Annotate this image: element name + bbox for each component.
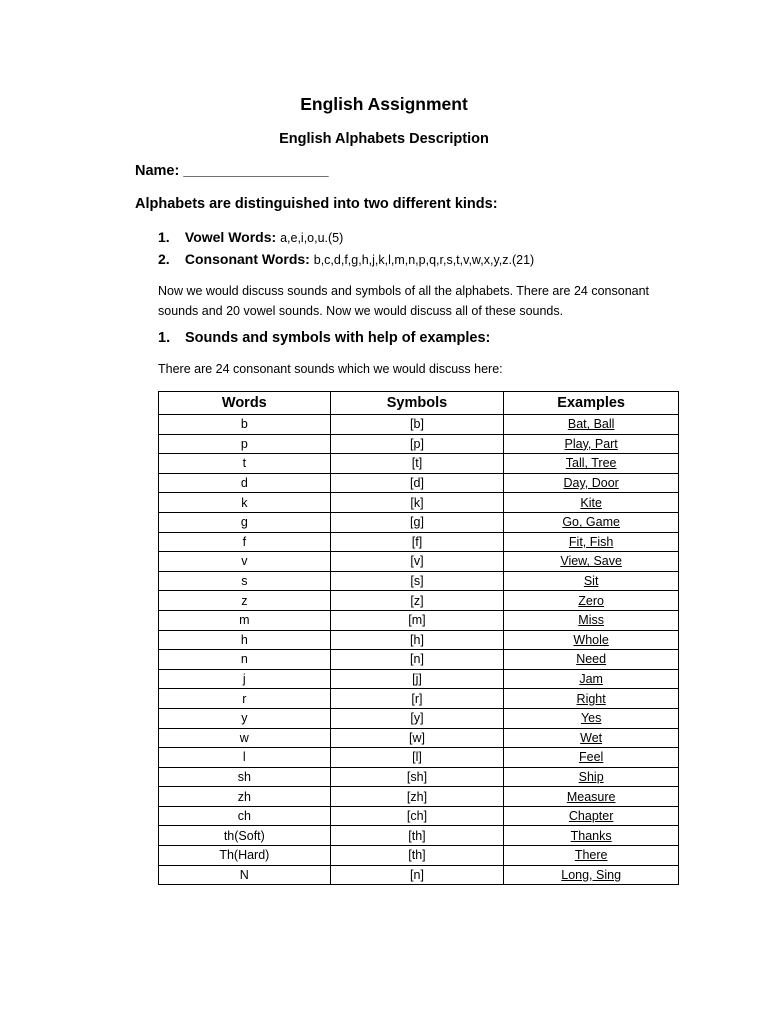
cell-symbol: [sh]	[330, 767, 504, 787]
cell-word: m	[159, 610, 331, 630]
cell-word: p	[159, 434, 331, 454]
cell-symbol: [v]	[330, 552, 504, 572]
cell-example: Play, Part	[504, 434, 679, 454]
cell-symbol: [r]	[330, 689, 504, 709]
list-value: b,c,d,f,g,h,j,k,l,m,n,p,q,r,s,t,v,w,x,y,z.(21)	[313, 253, 535, 267]
cell-example: Ship	[504, 767, 679, 787]
header-symbols: Symbols	[330, 392, 504, 415]
table-row	[159, 728, 679, 748]
cell-symbol: [k]	[330, 493, 504, 513]
table-row	[159, 767, 679, 787]
table-row	[159, 473, 679, 493]
table-row	[159, 415, 679, 435]
header-examples: Examples	[504, 392, 679, 415]
table-row	[159, 454, 679, 474]
cell-word: n	[159, 650, 331, 670]
cell-symbol: [th]	[330, 826, 504, 846]
table-header-row	[159, 392, 679, 415]
cell-example: Tall, Tree	[504, 454, 679, 474]
cell-word: w	[159, 728, 331, 748]
cell-symbol: [n]	[330, 865, 504, 885]
name-field-label: Name: __________________	[135, 163, 329, 179]
cell-word: f	[159, 532, 331, 552]
table-row	[159, 434, 679, 454]
cell-word: b	[159, 415, 331, 435]
section-number: 1.	[158, 330, 171, 346]
cell-symbol: [g]	[330, 512, 504, 532]
cell-word: l	[159, 748, 331, 768]
list-label: Vowel Words:	[184, 229, 277, 245]
table-row	[159, 532, 679, 552]
cell-word: v	[159, 552, 331, 572]
cell-word: th(Soft)	[159, 826, 331, 846]
cell-example: Chapter	[504, 806, 679, 826]
cell-symbol: [l]	[330, 748, 504, 768]
table-row	[159, 493, 679, 513]
cell-example: There	[504, 846, 679, 866]
cell-symbol: [d]	[330, 473, 504, 493]
intro-heading: Alphabets are distinguished into two different kinds:	[135, 196, 498, 212]
table-row	[159, 865, 679, 885]
cell-symbol: [th]	[330, 846, 504, 866]
cell-example: Jam	[504, 669, 679, 689]
table-row	[159, 708, 679, 728]
list-number: 1.	[158, 229, 170, 245]
table-row	[159, 669, 679, 689]
table-intro: There are 24 consonant sounds which we would discuss here:	[158, 362, 503, 376]
cell-example: Yes	[504, 708, 679, 728]
cell-word: sh	[159, 767, 331, 787]
document-title: English Assignment	[300, 94, 468, 114]
table-row	[159, 630, 679, 650]
cell-symbol: [s]	[330, 571, 504, 591]
cell-example: Right	[504, 689, 679, 709]
cell-word: zh	[159, 787, 331, 807]
table-row	[159, 689, 679, 709]
cell-symbol: [b]	[330, 415, 504, 435]
cell-symbol: [h]	[330, 630, 504, 650]
table-row	[159, 826, 679, 846]
cell-symbol: [zh]	[330, 787, 504, 807]
table-row	[159, 787, 679, 807]
table-row	[159, 806, 679, 826]
cell-word: k	[159, 493, 331, 513]
table-row	[159, 552, 679, 572]
cell-word: y	[159, 708, 331, 728]
cell-symbol: [f]	[330, 532, 504, 552]
list-item-vowels	[158, 229, 343, 245]
intro-paragraph: Now we would discuss sounds and symbols of all the alphabets. There are 24 consonant sounds and 20 vowel sounds. Now we would discuss all of these sounds.	[158, 284, 650, 318]
cell-symbol: [ch]	[330, 806, 504, 826]
sounds-table	[158, 391, 679, 885]
cell-example: Thanks	[504, 826, 679, 846]
cell-symbol: [m]	[330, 610, 504, 630]
table-row	[159, 591, 679, 611]
cell-example: Bat, Ball	[504, 415, 679, 435]
cell-symbol: [z]	[330, 591, 504, 611]
section-heading	[158, 330, 490, 346]
table-row	[159, 748, 679, 768]
section-heading-text: Sounds and symbols with help of examples:	[185, 330, 491, 346]
cell-example: Measure	[504, 787, 679, 807]
cell-word: s	[159, 571, 331, 591]
cell-word: j	[159, 669, 331, 689]
cell-example: Whole	[504, 630, 679, 650]
cell-word: d	[159, 473, 331, 493]
cell-example: Go, Game	[504, 512, 679, 532]
cell-symbol: [p]	[330, 434, 504, 454]
document-subtitle: English Alphabets Description	[279, 131, 489, 147]
cell-word: h	[159, 630, 331, 650]
cell-symbol: [n]	[330, 650, 504, 670]
cell-example: Sit	[504, 571, 679, 591]
table-row	[159, 610, 679, 630]
cell-symbol: [y]	[330, 708, 504, 728]
table-row	[159, 846, 679, 866]
cell-example: Long, Sing	[504, 865, 679, 885]
header-words: Words	[159, 392, 331, 415]
list-value: a,e,i,o,u.(5)	[280, 231, 344, 245]
cell-symbol: [j]	[330, 669, 504, 689]
table-row	[159, 650, 679, 670]
cell-example: Fit, Fish	[504, 532, 679, 552]
cell-example: Need	[504, 650, 679, 670]
cell-symbol: [t]	[330, 454, 504, 474]
cell-example: View, Save	[504, 552, 679, 572]
table-row	[159, 571, 679, 591]
cell-word: N	[159, 865, 331, 885]
cell-word: g	[159, 512, 331, 532]
cell-example: Zero	[504, 591, 679, 611]
cell-word: Th(Hard)	[159, 846, 331, 866]
list-label: Consonant Words:	[184, 251, 310, 267]
cell-word: r	[159, 689, 331, 709]
cell-example: Miss	[504, 610, 679, 630]
list-item-consonants	[158, 251, 534, 267]
cell-word: t	[159, 454, 331, 474]
cell-symbol: [w]	[330, 728, 504, 748]
table-row	[159, 512, 679, 532]
cell-word: ch	[159, 806, 331, 826]
cell-example: Wet	[504, 728, 679, 748]
cell-word: z	[159, 591, 331, 611]
cell-example: Day, Door	[504, 473, 679, 493]
cell-example: Feel	[504, 748, 679, 768]
list-number: 2.	[158, 251, 170, 267]
cell-example: Kite	[504, 493, 679, 513]
